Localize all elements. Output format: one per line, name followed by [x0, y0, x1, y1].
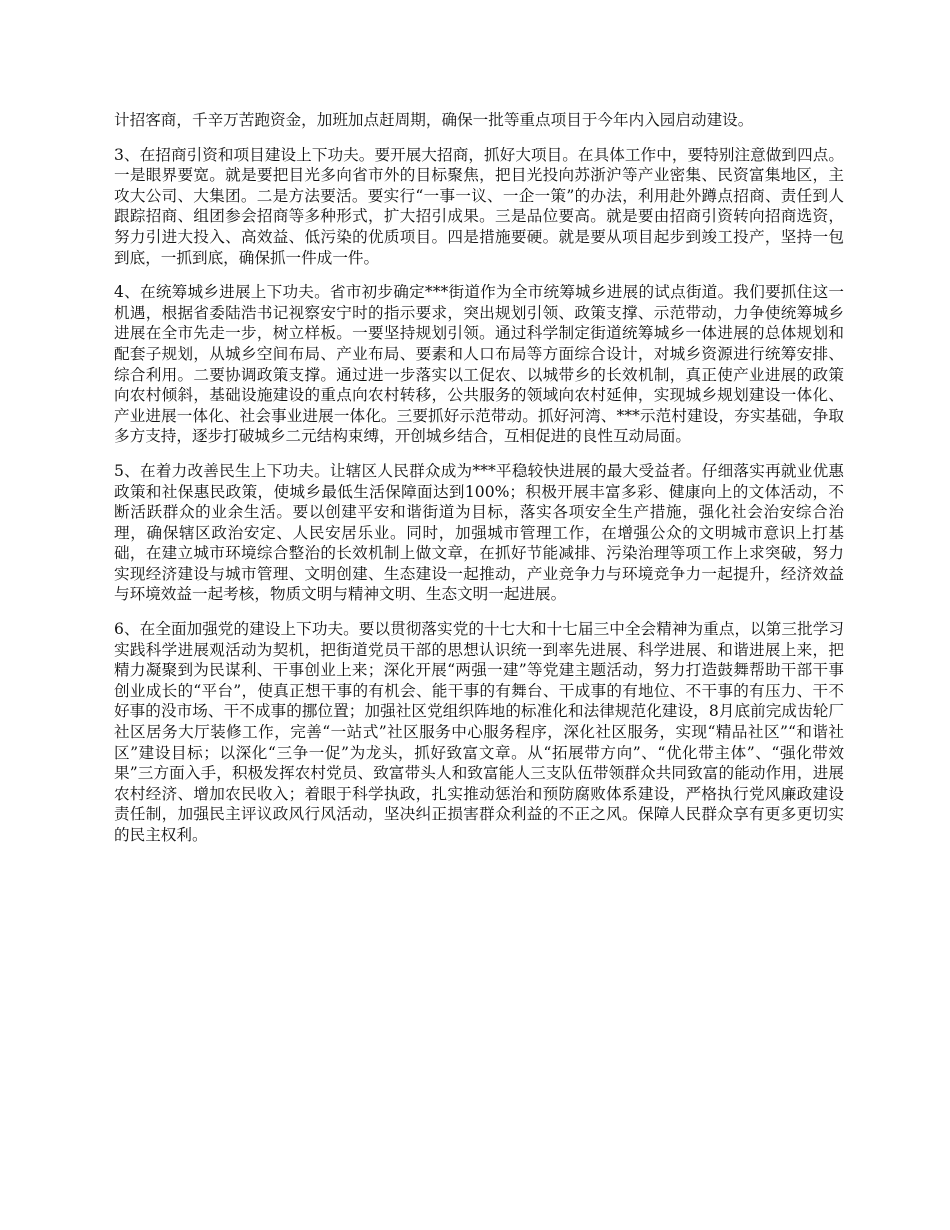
paragraph-urban-rural: 4、在统筹城乡进展上下功夫。省市初步确定***街道作为全市统筹城乡进展的试点街道。我们要抓住这一机遇，根据省委陆浩书记视察安宁时的指示要求，突出规划引领、政策支撑、示范带动，力争使统筹城乡进展在全市先走一步，树立样板。一要坚持规划引领。通过科学制定街道统筹城乡一体进展的总体规划和配套子规划，从城乡空间布局、产业布局、要素和人口布局等方面综合设计，对城乡资源进行统筹安排、综合利用。二要协调政策支撑。通过进一步落实以工促农、以城带乡的长效机制，真正使产业进展的政策向农村倾斜，基础设施建设的重点向农村转移，公共服务的领域向农村延伸，实现城乡规划建设一体化、产业进展一体化、社会事业进展一体化。三要抓好示范带动。抓好河湾、***示范村建设，夯实基础，争取多方支持，逐步打破城乡二元结构束缚，开创城乡结合，互相促进的良性互动局面。 [114, 283, 844, 446]
paragraph-livelihood: 5、在着力改善民生上下功夫。让辖区人民群众成为***平稳较快进展的最大受益者。仔细落实再就业优惠政策和社保惠民政策，使城乡最低生活保障面达到100%；积极开展丰富多彩、健康向上的文体活动，不断活跃群众的业余生活。要以创建平安和谐街道为目标，落实各项安全生产措施，强化社会治安综合治理，确保辖区政治安定、人民安居乐业。同时，加强城市管理工作，在增强公众的文明城市意识上打基础，在建立城市环境综合整治的长效机制上做文章，在抓好节能减排、污染治理等项工作上求突破，努力实现经济建设与城市管理、文明创建、生态建设一起推动，产业竞争力与环境竞争力一起提升，经济效益与环境效益一起考核，物质文明与精神文明、生态文明一起进展。 [114, 461, 844, 604]
paragraph-investment: 3、在招商引资和项目建设上下功夫。要开展大招商，抓好大项目。在具体工作中，要特别注意做到四点。一是眼界要宽。就是要把目光多向省市外的目标聚焦，把目光投向苏浙沪等产业密集、民资富集地区，主攻大公司、大集团。二是方法要活。要实行“一事一议、一企一策”的办法，利用赴外蹲点招商、责任到人跟踪招商、组团参会招商等多种形式，扩大招引成果。三是品位要高。就是要由招商引资转向招商选资，努力引进大投入、高效益、低污染的优质项目。四是措施要硬。就是要从项目起步到竣工投产，坚持一包到底，一抓到底，确保抓一件成一件。 [114, 145, 844, 267]
paragraph-party-building: 6、在全面加强党的建设上下功夫。要以贯彻落实党的十七大和十七届三中全会精神为重点，以第三批学习实践科学进展观活动为契机，把街道党员干部的思想认识统一到率先进展、科学进展、和谐进展上来，把精力凝聚到为民谋利、干事创业上来；深化开展“两强一建”等党建主题活动，努力打造鼓舞帮助干部干事创业成长的“平台”，使真正想干事的有机会、能干事的有舞台、干成事的有地位、不干事的有压力、干不好事的没市场、干不成事的挪位置；加强社区党组织阵地的标准化和法律规范化建设，8月底前完成齿轮厂社区居务大厅装修工作，完善“一站式”社区服务中心服务程序，深化社区服务，实现“精品社区”“和谐社区”建设目标；以深化“三争一促”为龙头，抓好致富文章。从“拓展带方向”、“优化带主体”、“强化带效果”三方面入手，积极发挥农村党员、致富带头人和致富能人三支队伍带领群众共同致富的能动作用，进展农村经济、增加农民收入；着眼于科学执政，扎实推动惩治和预防腐败体系建设，严格执行党风廉政建设责任制，加强民主评议政风行风活动，坚决纠正损害群众利益的不正之风。保障人民群众享有更多更切实的民主权利。 [114, 620, 844, 844]
paragraph-continuation: 计招客商，千辛万苦跑资金，加班加点赶周期，确保一批等重点项目于今年内入园启动建设。 [114, 111, 754, 129]
document-page [114, 110, 844, 860]
